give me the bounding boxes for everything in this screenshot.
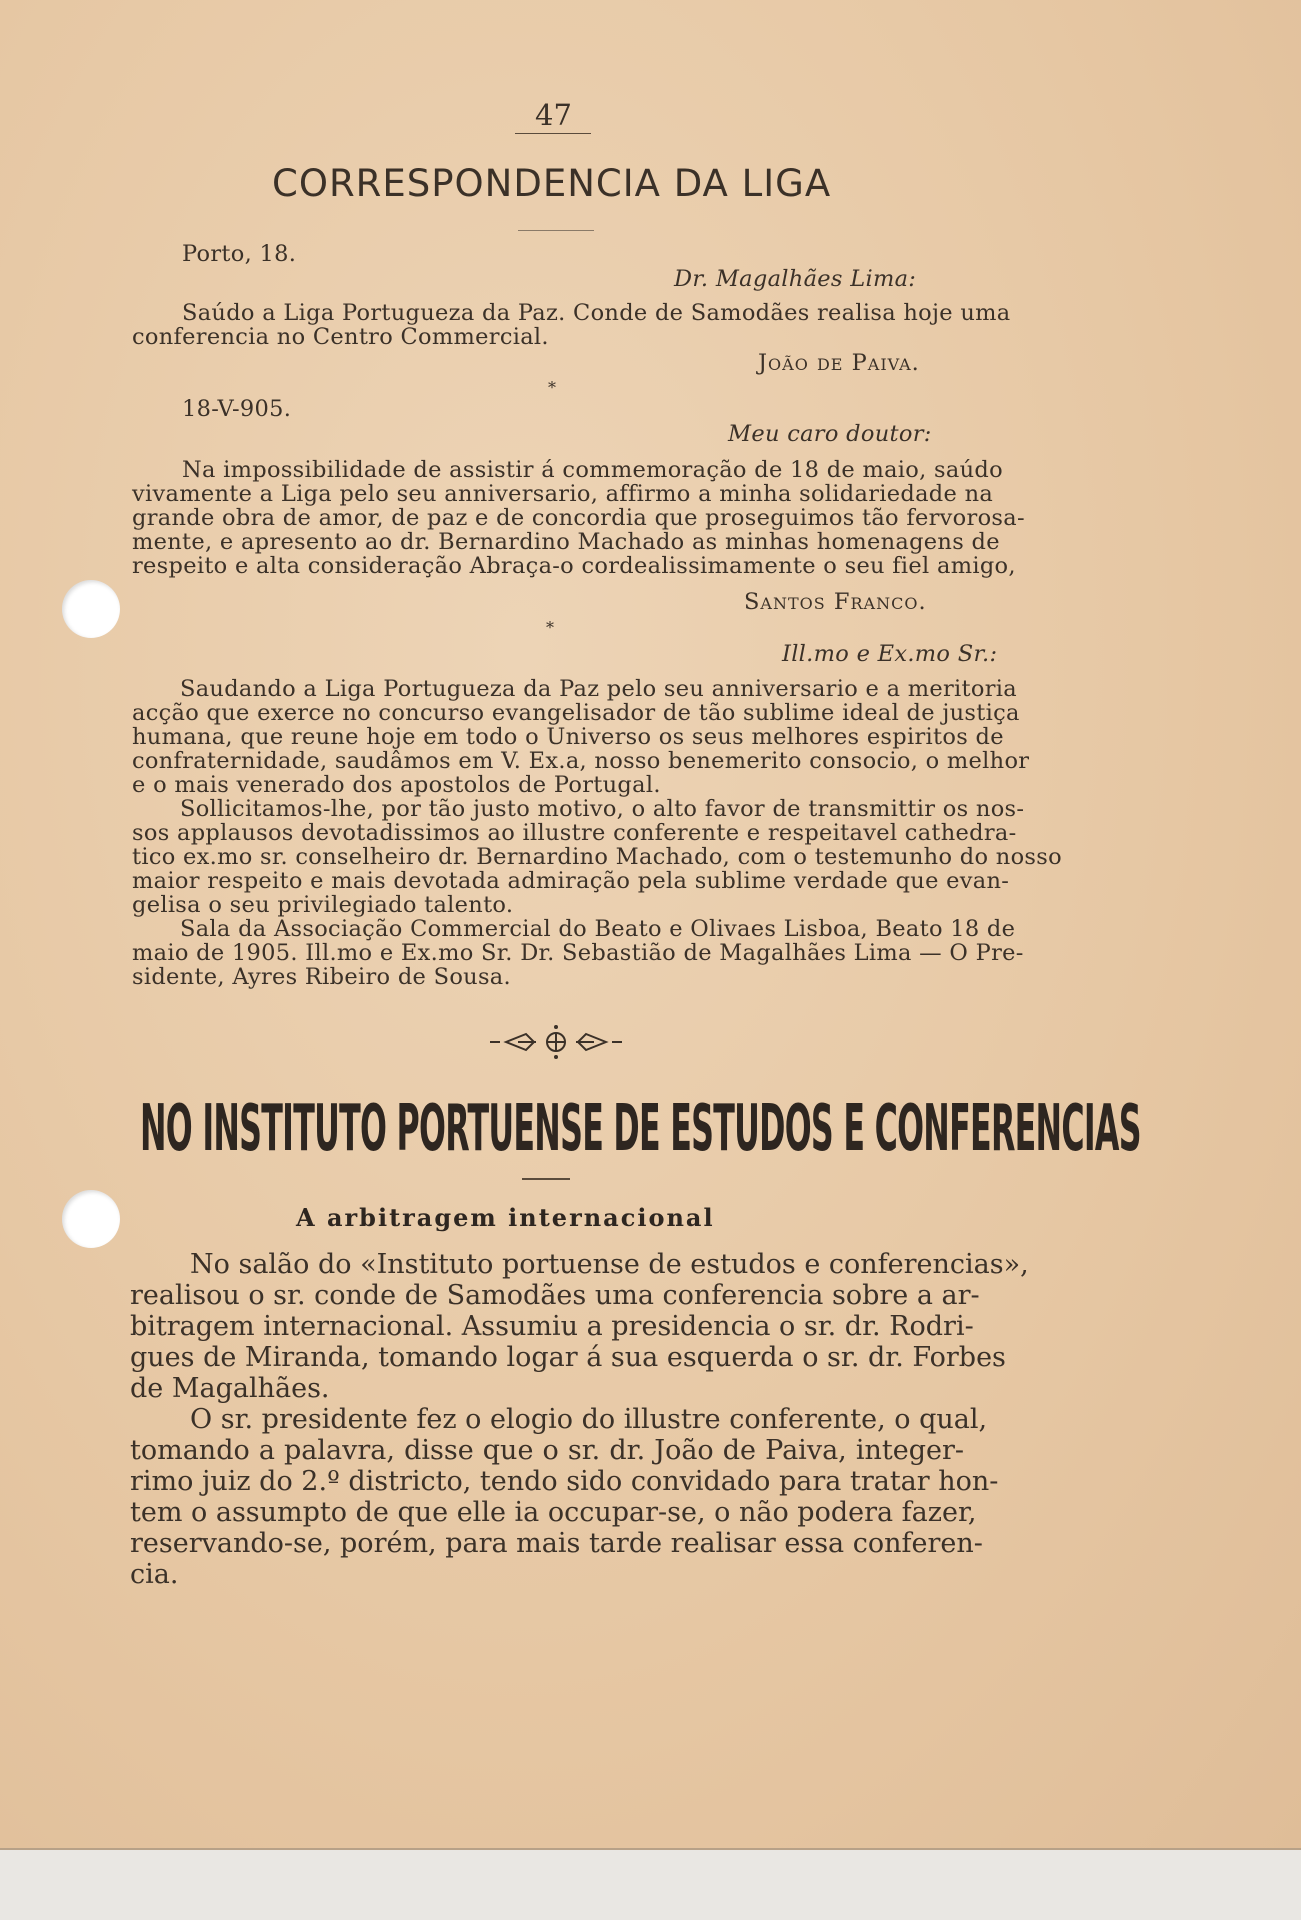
section2-line-1: No salão do «Instituto portuense de estudos e conferencias», — [190, 1249, 1029, 1280]
letter3-line-9: maior respeito e mais devotada admiração pela sublime verdade que evan- — [132, 868, 1010, 894]
ornament-divider-icon — [488, 1022, 624, 1062]
letter1-line-2: conferencia no Centro Commercial. — [132, 324, 549, 350]
section2-line-8: rimo juiz do 2.º districto, tendo sido convidado para tratar hon- — [130, 1466, 999, 1497]
letter3-line-5: e o mais venerado dos apostolos de Portugal. — [132, 772, 661, 798]
separator-2: * — [546, 618, 555, 637]
section1-title: CORRESPONDENCIA DA LIGA — [272, 162, 832, 205]
letter3-line-3: humana, que reune hoje em todo o Universo os seus melhores espiritos de — [132, 724, 1004, 750]
letter1-signature: João de Paiva. — [758, 350, 920, 376]
letter3-line-4: confraternidade, saudâmos em V. Ex.a, nosso benemerito consocio, o melhor — [132, 748, 1030, 774]
letter3-salutation: Ill.mo e Ex.mo Sr.: — [782, 641, 998, 667]
letter3-line-6: Sollicitamos-lhe, por tão justo motivo, o alto favor de transmittir os nos- — [180, 796, 1025, 822]
letter2-line-2: vivamente a Liga pelo seu anniversario, affirmo a minha solidariedade na — [132, 481, 994, 507]
letter3-line-2: acção que exerce no concurso evangelisador de tão sublime ideal de justiça — [132, 700, 1020, 726]
separator-1: * — [548, 378, 557, 397]
letter2-line-5: respeito e alta consideração Abraça-o cordealissimamente o seu fiel amigo, — [132, 553, 1016, 579]
letter3-line-1: Saudando a Liga Portugueza da Paz pelo seu anniversario e a meritoria — [180, 676, 1018, 702]
letter3-line-11: Sala da Associação Commercial do Beato e Olivaes Lisboa, Beato 18 de — [180, 916, 1016, 942]
letter3-line-8: tico ex.mo sr. conselheiro dr. Bernardino Machado, com o testemunho do nosso — [132, 844, 1062, 870]
section2-line-9: tem o assumpto de que elle ia occupar-se, o não podera fazer, — [130, 1497, 977, 1528]
letter3-line-10: gelisa o seu privilegiado talento. — [132, 892, 514, 918]
section2-line-10: reservando-se, porém, para mais tarde realisar essa conferen- — [130, 1528, 983, 1559]
section2-line-5: de Magalhães. — [130, 1373, 330, 1404]
section2-line-2: realisou o sr. conde de Samodães uma conferencia sobre a ar- — [130, 1280, 980, 1311]
letter2-signature: Santos Franco. — [744, 589, 927, 615]
punch-hole-bottom — [62, 1190, 120, 1248]
letter3-line-13: sidente, Ayres Ribeiro de Sousa. — [132, 964, 511, 990]
section2-line-6: O sr. presidente fez o elogio do illustre conferente, o qual, — [190, 1404, 988, 1435]
section2-line-4: gues de Miranda, tomando logar á sua esquerda o sr. dr. Forbes — [130, 1342, 1006, 1373]
section2-subtitle: A arbitragem internacional — [296, 1203, 715, 1232]
section2-line-3: bitragem internacional. Assumiu a presidencia o sr. dr. Rodri- — [130, 1311, 974, 1342]
page-number: 47 — [535, 98, 572, 132]
punch-hole-top — [62, 580, 120, 638]
letter3-line-12: maio de 1905. Ill.mo e Ex.mo Sr. Dr. Sebastião de Magalhães Lima — O Pre- — [132, 940, 1024, 966]
letter1-line-1: Saúdo a Liga Portugueza da Paz. Conde de Samodães realisa hoje uma — [182, 300, 1011, 326]
letter3-line-7: sos applausos devotadissimos ao illustre conferente e respeitavel cathedra- — [132, 820, 1017, 846]
letter2-line-4: mente, e apresento ao dr. Bernardino Machado as minhas homenagens de — [132, 529, 1000, 555]
section2-line-11: cia. — [130, 1559, 179, 1590]
letter1-salutation: Dr. Magalhães Lima: — [674, 266, 917, 292]
page-number-rule — [515, 133, 591, 134]
section2-line-7: tomando a palavra, disse que o sr. dr. João de Paiva, integer- — [130, 1435, 964, 1466]
letter2-line-3: grande obra de amor, de paz e de concordia que proseguimos tão fervorosa- — [132, 505, 1025, 531]
section2-title: NO INSTITUTO PORTUENSE DE ESTUDOS E CONFERENCIAS — [140, 1092, 1141, 1166]
section2-title-rule — [522, 1178, 570, 1180]
title-rule — [518, 230, 594, 231]
letter2-salutation: Meu caro doutor: — [728, 421, 932, 447]
letter2-line-1: Na impossibilidade de assistir á commemoração de 18 de maio, saúdo — [182, 457, 1003, 483]
letter1-place-date: Porto, 18. — [182, 241, 297, 267]
letter2-date: 18-V-905. — [182, 396, 292, 422]
